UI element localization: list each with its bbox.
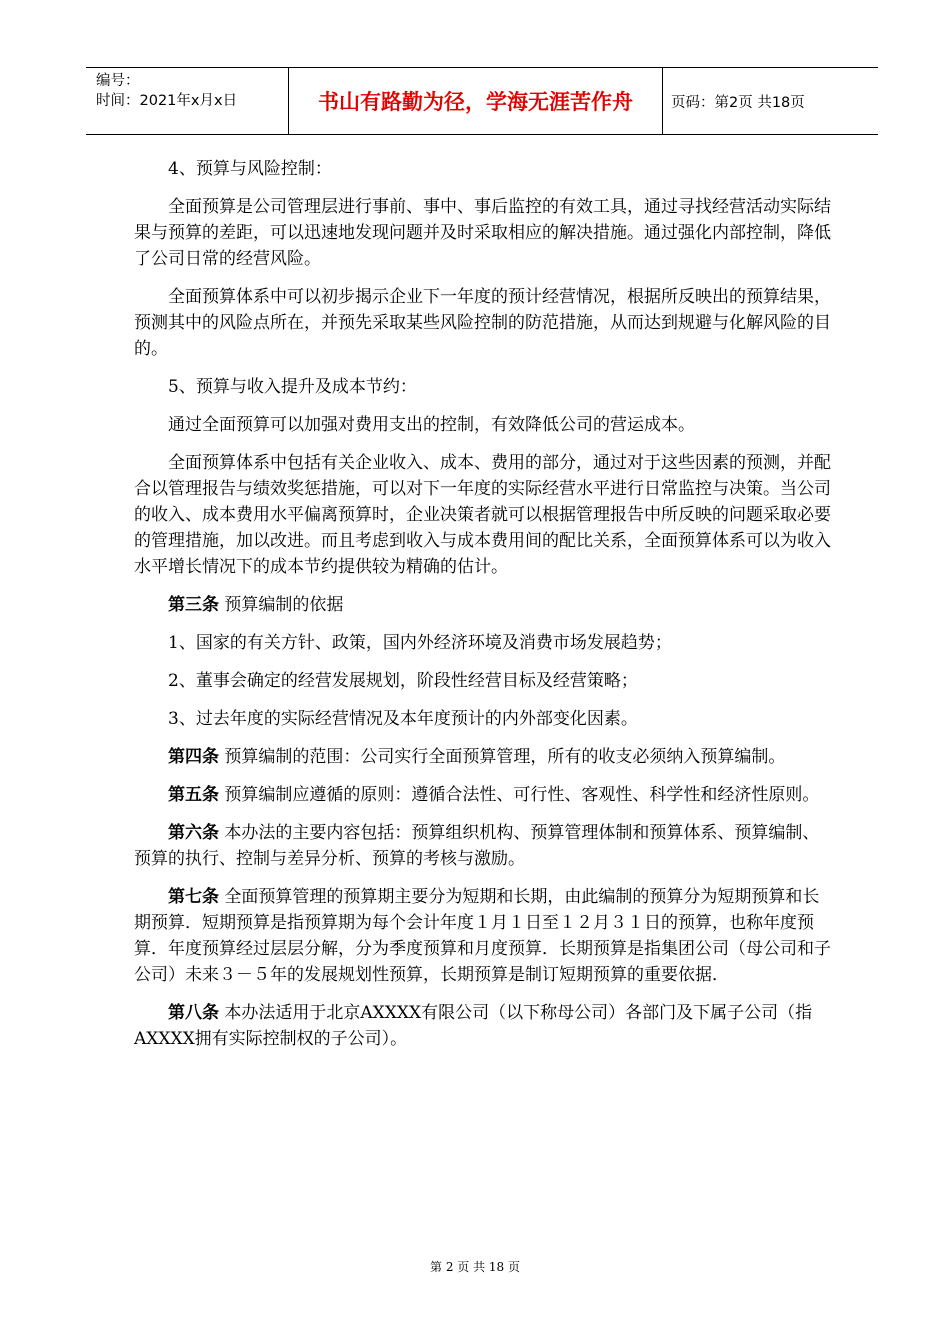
paragraph: 全面预算体系中包括有关企业收入、成本、费用的部分，通过对于这些因素的预测，并配合以管理报告与绩效奖惩措施，可以对下一年度的实际经营水平进行日常监控与决策。当公司的收入、成本费用水平偏离预算时，企业决策者就可以根据管理报告中所反映的问题采取必要的管理措施，加以改进。而且考虑到收入与成本费用间的配比关系，全面预算体系可以为收入水平增长情况下的成本节约提供较为精确的估计。 <box>134 453 831 577</box>
article-title: 第七条 <box>168 887 219 907</box>
header-meta <box>86 68 288 134</box>
article-title: 第四条 <box>168 747 219 767</box>
doc-number: 编号： <box>96 73 140 89</box>
article-4 <box>134 744 836 770</box>
page-footer: 第 2 页 共 18 页 <box>430 1260 520 1274</box>
article-title: 第八条 <box>168 1003 219 1023</box>
article-6 <box>134 820 836 872</box>
list-item: 2、董事会确定的经营发展规划，阶段性经营目标及经营策略； <box>168 671 638 691</box>
document-body <box>134 156 836 1064</box>
paragraph: 通过全面预算可以加强对费用支出的控制，有效降低公司的营运成本。 <box>168 415 695 435</box>
paragraph: 4、预算与风险控制： <box>168 159 332 179</box>
article-text: 全面预算管理的预算期主要分为短期和长期，由此编制的预算分为短期预算和长期预算．短期预算是指预算期为每个会计年度１月１日至１２月３１日的预算，也称年度预算．年度预算经过层层分解，分为季度预算和月度预算．长期预算是指集团公司（母公司和子公司）未来３－５年的发展规划性预算，长期预算是制订短期预算的重要依据． <box>134 887 831 985</box>
article-5 <box>134 782 836 808</box>
list-item: 1、国家的有关方针、政策，国内外经济环境及消费市场发展趋势； <box>168 633 672 653</box>
header-page-number: 页码：第2页 共18页 <box>671 94 805 111</box>
paragraph: 全面预算是公司管理层进行事前、事中、事后监控的有效工具，通过寻找经营活动实际结果与预算的差距，可以迅速地发现问题并及时采取相应的解决措施。通过强化内部控制，降低了公司日常的经营风险。 <box>134 197 831 269</box>
article-text: 本办法的主要内容包括：预算组织机构、预算管理体制和预算体系、预算编制、预算的执行、控制与差异分析、预算的考核与激励。 <box>134 823 820 869</box>
article-text: 预算编制应遵循的原则：遵循合法性、可行性、客观性、科学性和经济性原则。 <box>219 785 820 805</box>
list-item: 3、过去年度的实际经营情况及本年度预计的内外部变化因素。 <box>168 709 638 729</box>
article-title: 第六条 <box>168 823 219 843</box>
doc-time: 时间：2021年x月x日 <box>96 93 238 109</box>
article-text: 预算编制的依据 <box>219 595 344 615</box>
page-header <box>86 67 878 135</box>
paragraph: 全面预算体系中可以初步揭示企业下一年度的预计经营情况，根据所反映出的预算结果，预测其中的风险点所在，并预先采取某些风险控制的防范措施，从而达到规避与化解风险的目的。 <box>134 287 831 359</box>
article-title: 第三条 <box>168 595 219 615</box>
article-7 <box>134 884 836 988</box>
article-text: 本办法适用于北京AXXXX有限公司（以下称母公司）各部门及下属子公司（指AXXXX拥有实际控制权的子公司）。 <box>134 1003 813 1049</box>
header-motto: 书山有路勤为径，学海无涯苦作舟 <box>288 68 663 134</box>
paragraph: 5、预算与收入提升及成本节约： <box>168 377 417 397</box>
article-8 <box>134 1000 836 1052</box>
article-title: 第五条 <box>168 785 219 805</box>
article-text: 预算编制的范围：公司实行全面预算管理，所有的收支必须纳入预算编制。 <box>219 747 786 767</box>
article-3 <box>134 592 836 618</box>
